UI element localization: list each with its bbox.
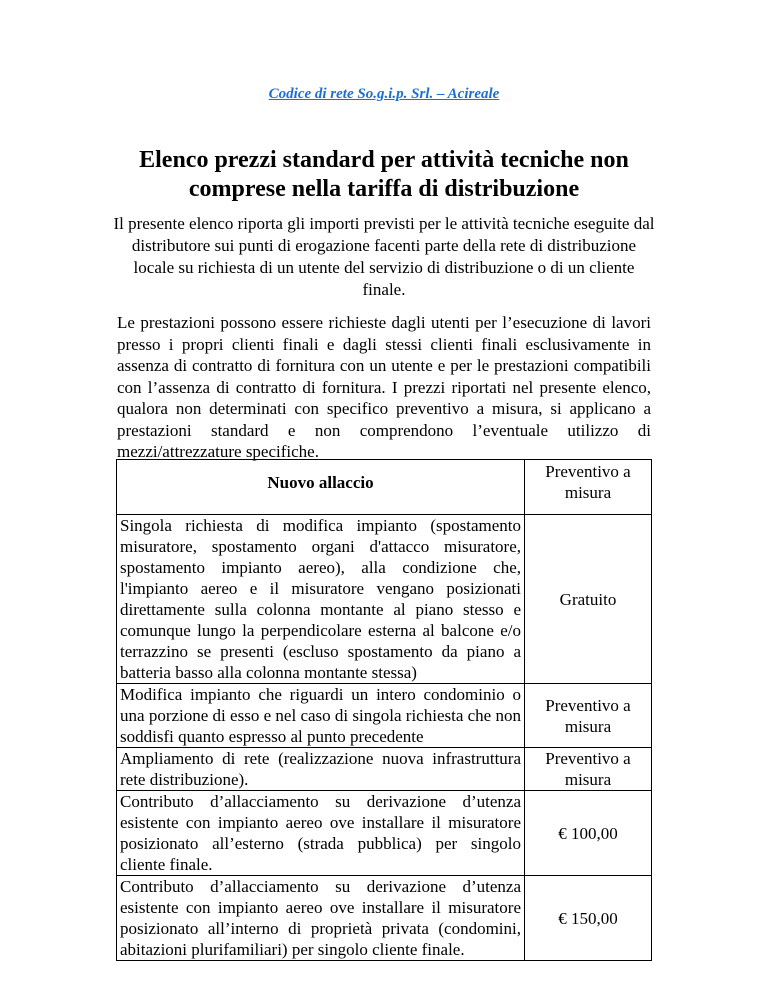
table-row bbox=[117, 748, 652, 791]
table-header-row bbox=[117, 460, 652, 515]
row-description: Ampliamento di rete (realizzazione nuova infrastruttura rete distribuzione). bbox=[117, 748, 525, 791]
table-row bbox=[117, 515, 652, 684]
table-row bbox=[117, 791, 652, 876]
intro-paragraph: Il presente elenco riporta gli importi previsti per le attività tecniche eseguite dal distributore sui punti di erogazione facenti parte della rete di distribuzione locale su richiesta di un utente del servizio di distribuzione o di un cliente finale. bbox=[113, 214, 655, 299]
row-description: Modifica impianto che riguardi un intero condominio o una porzione di esso e nel caso di singola richiesta che non soddisfi quanto espresso al punto precedente bbox=[117, 684, 525, 748]
page-title: Elenco prezzi standard per attività tecniche non comprese nella tariffa di distribuzione bbox=[139, 147, 629, 202]
header-link[interactable]: Codice di rete So.g.i.p. Srl. – Acireale bbox=[268, 86, 500, 102]
header-description: Nuovo allaccio bbox=[117, 460, 525, 515]
row-price: Gratuito bbox=[525, 515, 652, 684]
table-row bbox=[117, 876, 652, 961]
row-description: Singola richiesta di modifica impianto (spostamento misuratore, spostamento organi d'attacco misuratore, spostamento impianto aereo), alla condizione che, l'impianto aereo e il misuratore vengano posizionati direttamente sulla colonna montante al piano stesso e comunque lungo la perpendicolare esterna al balcone e/o terrazzino se presenti (escluso spostamento da piano a batteria basso alla colonna montante stessa) bbox=[117, 515, 525, 684]
price-table bbox=[116, 459, 652, 961]
row-description: Contributo d’allacciamento su derivazione d’utenza esistente con impianto aereo ove installare il misuratore posizionato all’esterno (strada pubblica) per singolo cliente finale. bbox=[117, 791, 525, 876]
row-price: Preventivo a misura bbox=[525, 748, 652, 791]
row-price: € 150,00 bbox=[525, 876, 652, 961]
table-row bbox=[117, 684, 652, 748]
row-price: € 100,00 bbox=[525, 791, 652, 876]
header-price: Preventivo a misura bbox=[525, 460, 652, 515]
row-price: Preventivo a misura bbox=[525, 684, 652, 748]
body-paragraph: Le prestazioni possono essere richieste dagli utenti per l’esecuzione di lavori presso i propri clienti finali e dagli stessi clienti finali esclusivamente in assenza di contratto di fornitura con un utente e per le prestazioni compatibili con l’assenza di contratto di fornitura. I prezzi riportati nel presente elenco, qualora non determinati con specifico preventivo a misura, si applicano a prestazioni standard e non comprendono l’eventuale utilizzo di mezzi/attrezzature specifiche. bbox=[117, 313, 651, 461]
row-description: Contributo d’allacciamento su derivazione d’utenza esistente con impianto aereo ove installare il misuratore posizionato all’interno di proprietà privata (condomini, abitazioni plurifamiliari) per singolo cliente finale. bbox=[117, 876, 525, 961]
